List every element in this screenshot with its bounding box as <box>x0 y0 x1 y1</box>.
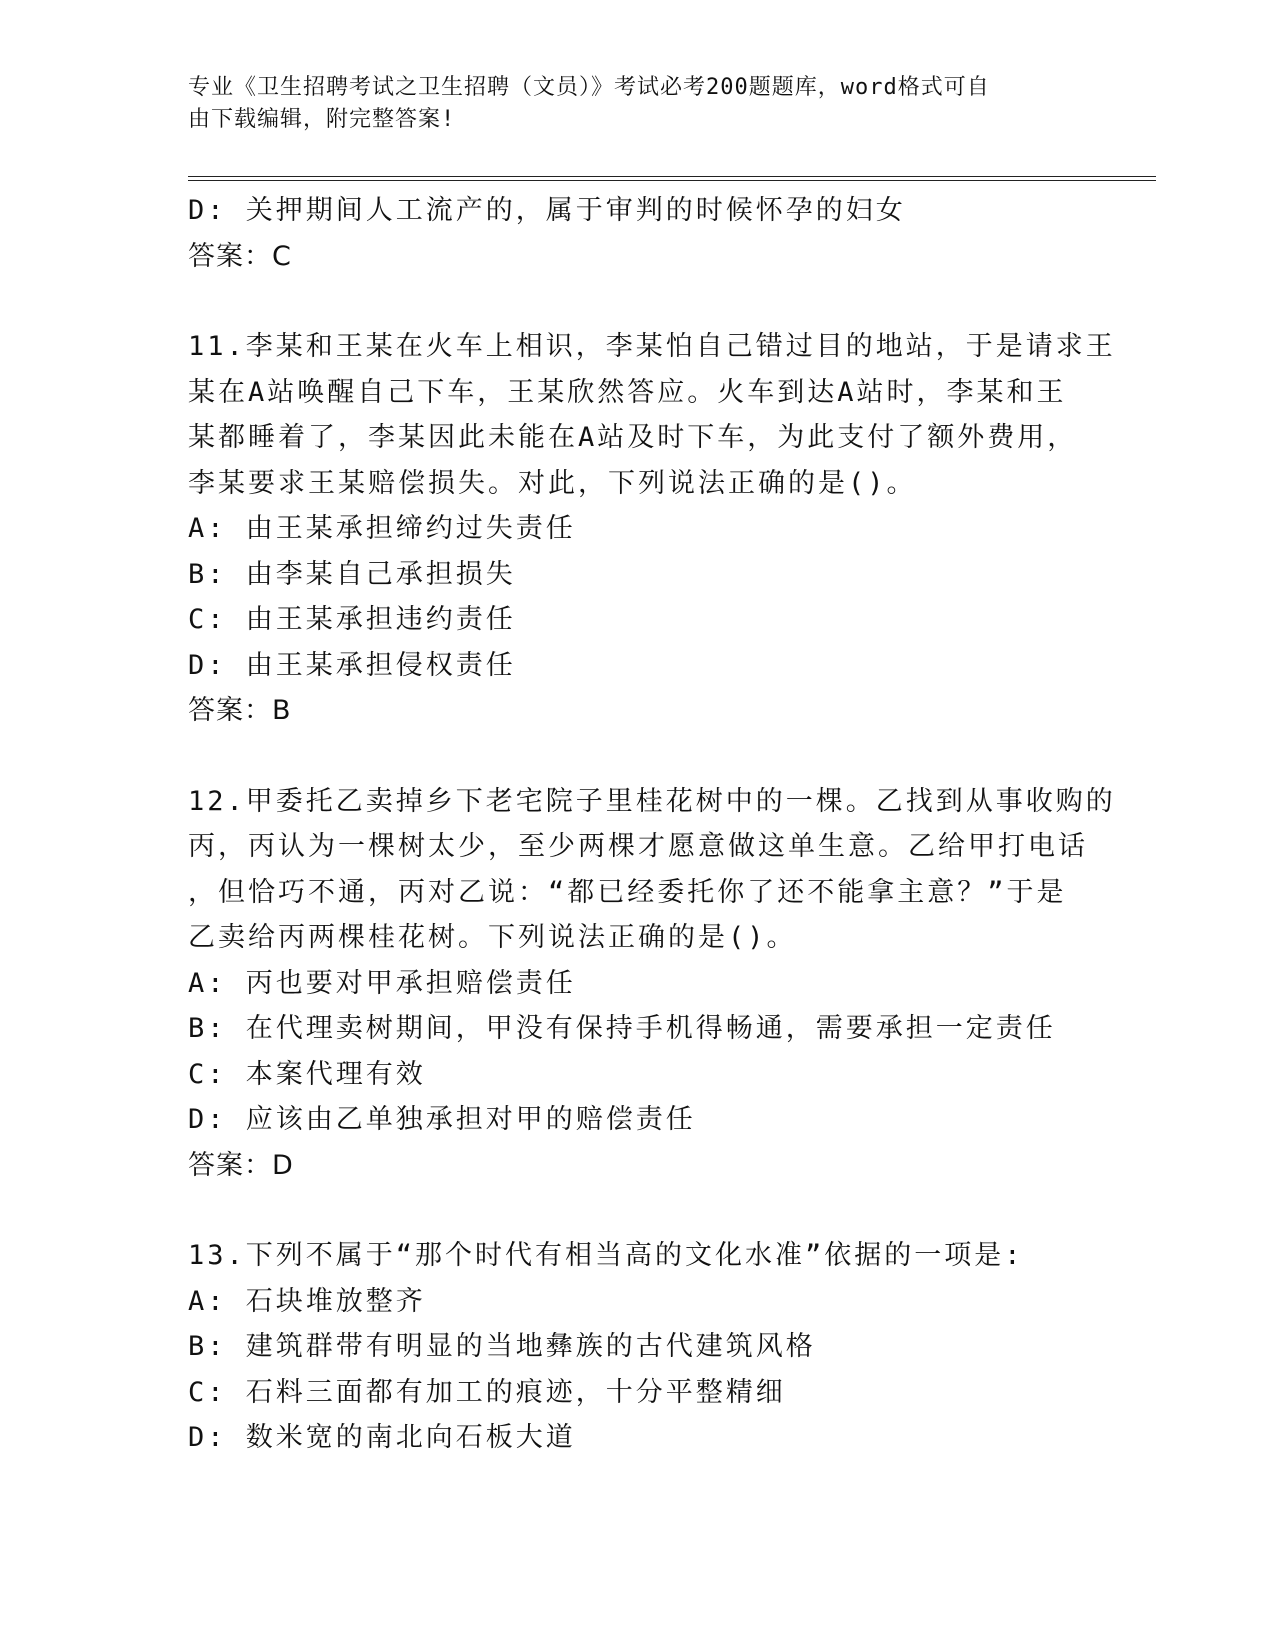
option-a: A: 石块堆放整齐 <box>188 1285 426 1317</box>
stem-line: 13.下列不属于“那个时代有相当高的文化水准”依据的一项是: <box>188 1240 1024 1271</box>
header-divider-bottom <box>188 180 1156 181</box>
question-stem <box>188 779 1116 961</box>
answer-line: 答案：D <box>188 1149 294 1181</box>
document-body <box>188 188 1116 1461</box>
question-12 <box>188 779 1116 1189</box>
stem-line: ，但恰巧不通，丙对乙说：“都已经委托你了还不能拿主意？”于是 <box>188 876 1067 908</box>
option-c: C: 由王某承担违约责任 <box>188 604 516 635</box>
option-a: A: 由王某承担缔约过失责任 <box>188 513 576 544</box>
document-header <box>188 72 1068 136</box>
option-a: A: 丙也要对甲承担赔偿责任 <box>188 967 576 999</box>
stem-line: 11.李某和王某在火车上相识，李某怕自己错过目的地站，于是请求王 <box>188 331 1116 362</box>
option-d: D: 关押期间人工流产的，属于审判的时候怀孕的妇女 <box>188 195 906 226</box>
answer-line: 答案：C <box>188 240 292 272</box>
stem-line: 12.甲委托乙卖掉乡下老宅院子里桂花树中的一棵。乙找到从事收购的 <box>188 785 1116 817</box>
question-stem <box>188 1233 1088 1279</box>
option-d: D: 应该由乙单独承担对甲的赔偿责任 <box>188 1104 696 1135</box>
option-d: D: 由王某承担侵权责任 <box>188 649 516 681</box>
question-13 <box>188 1233 1088 1461</box>
answer-line: 答案：B <box>188 695 292 726</box>
stem-line: 丙，丙认为一棵树太少，至少两棵才愿意做这单生意。乙给甲打电话 <box>188 831 1088 862</box>
stem-line: 某在A站唤醒自己下车，王某欣然答应。火车到达A站时，李某和王 <box>188 376 1067 408</box>
spacer <box>188 279 1088 324</box>
stem-line: 李某要求王某赔偿损失。对此，下列说法正确的是()。 <box>188 467 917 499</box>
header-line-2: 由下载编辑，附完整答案! <box>188 107 456 132</box>
option-d: D: 数米宽的南北向石板大道 <box>188 1422 576 1453</box>
header-line-1: 专业《卫生招聘考试之卫生招聘（文员）》考试必考200题题库，word格式可自 <box>188 75 990 100</box>
option-c: C: 本案代理有效 <box>188 1058 426 1090</box>
question-11 <box>188 324 1116 734</box>
option-b: B: 由李某自己承担损失 <box>188 558 516 590</box>
option-b: B: 在代理卖树期间，甲没有保持手机得畅通，需要承担一定责任 <box>188 1013 1056 1044</box>
spacer <box>188 1188 1088 1233</box>
option-c: C: 石料三面都有加工的痕迹，十分平整精细 <box>188 1376 786 1408</box>
previous-question-tail <box>188 188 1088 279</box>
stem-line: 某都睡着了，李某因此未能在A站及时下车，为此支付了额外费用， <box>188 422 1078 453</box>
question-stem <box>188 324 1116 506</box>
option-b: B: 建筑群带有明显的当地彝族的古代建筑风格 <box>188 1331 816 1362</box>
header-divider-top <box>188 176 1156 177</box>
stem-line: 乙卖给丙两棵桂花树。下列说法正确的是()。 <box>188 922 797 953</box>
spacer <box>188 734 1088 779</box>
